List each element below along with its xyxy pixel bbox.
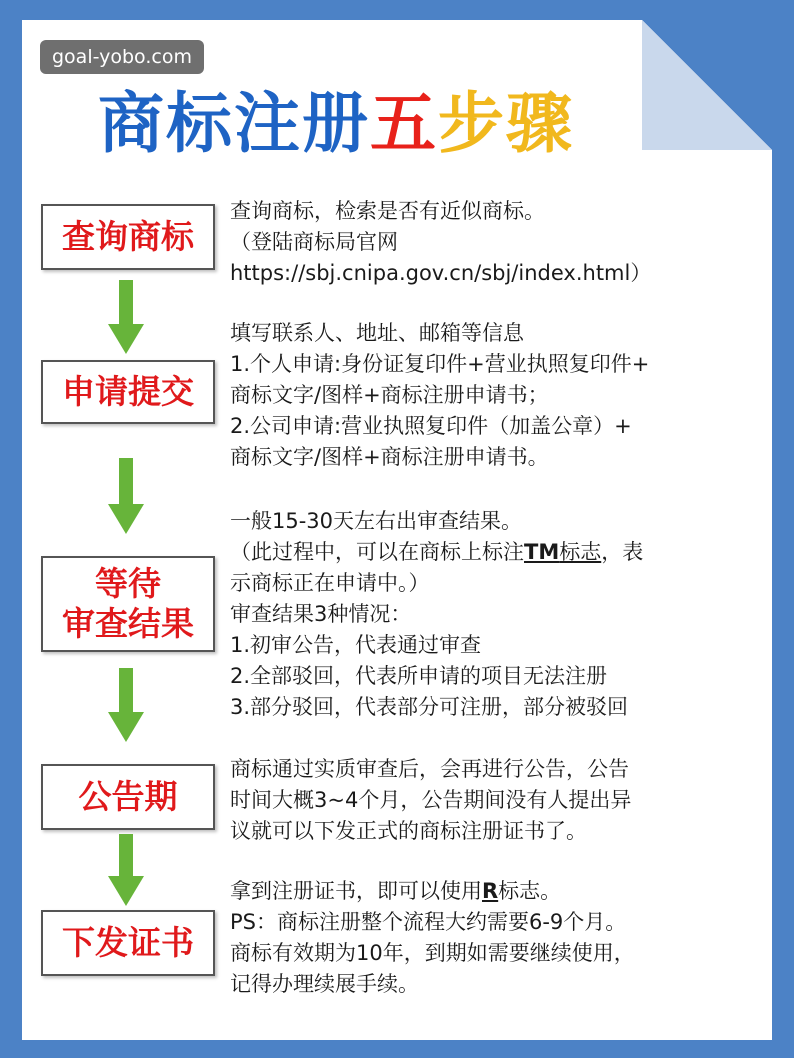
step-label-line1: 等待 — [95, 564, 161, 603]
text-line: 时间大概3~4个月，公告期间没有人提出异 — [230, 788, 632, 812]
step-box-submit — [41, 360, 215, 424]
step-text-certificate — [230, 876, 760, 1000]
text-line: 3.部分驳回，代表部分可注册，部分被驳回 — [230, 695, 629, 719]
folded-corner — [642, 20, 772, 150]
step-box-certificate — [41, 910, 215, 976]
page-title — [98, 70, 574, 165]
title-part-red: 五 — [370, 85, 438, 162]
step-box-query — [41, 204, 215, 270]
text-segment: （此过程中，可以在商标上标注 — [230, 540, 524, 564]
r-after: 标志。 — [498, 879, 562, 903]
text-line: 商标有效期为10年，到期如需要继续使用， — [230, 941, 635, 965]
tm-mark: TM — [524, 540, 560, 564]
text-line: 2.全部驳回，代表所申请的项目无法注册 — [230, 664, 608, 688]
text-line: 审查结果3种情况： — [230, 602, 412, 626]
text-line: 记得办理续展手续。 — [230, 972, 419, 996]
text-line: PS：商标注册整个流程大约需要6-9个月。 — [230, 910, 627, 934]
step-label: 下发证书 — [62, 923, 194, 962]
text-line: https://sbj.cnipa.gov.cn/sbj/index.html） — [230, 261, 652, 285]
text-line: 1.初审公告，代表通过审查 — [230, 633, 482, 657]
text-line: 2.公司申请:营业执照复印件（加盖公章）+ — [230, 414, 632, 438]
text-line: 一般15-30天左右出审查结果。 — [230, 509, 523, 533]
tm-tail: ，表 — [601, 540, 644, 564]
text-line: 商标通过实质审查后，会再进行公告，公告 — [230, 757, 629, 781]
step-label: 申请提交 — [62, 372, 194, 411]
text-line: 1.个人申请:身份证复印件+营业执照复印件+ — [230, 352, 650, 376]
text-line: 商标文字/图样+商标注册申请书。 — [230, 445, 549, 469]
step-box-review — [41, 556, 215, 652]
step-text-query — [230, 196, 760, 289]
down-arrow-icon — [108, 458, 144, 534]
step-box-announcement — [41, 764, 215, 830]
step-text-announcement — [230, 754, 760, 847]
text-line — [230, 537, 760, 568]
title-part-blue: 商标注册 — [98, 85, 370, 162]
watermark: goal-yobo.com — [40, 40, 204, 74]
down-arrow-icon — [108, 834, 144, 906]
title-part-yellow: 步骤 — [438, 85, 574, 162]
text-line: 示商标正在申请中。） — [230, 571, 430, 595]
step-label-line2: 审查结果 — [62, 604, 194, 643]
text-line — [230, 876, 760, 907]
text-line: 商标文字/图样+商标注册申请书； — [230, 383, 549, 407]
step-label: 公告期 — [78, 777, 178, 816]
step-text-submit — [230, 318, 760, 473]
down-arrow-icon — [108, 280, 144, 354]
text-line: 查询商标，检索是否有近似商标。 — [230, 199, 545, 223]
step-text-review — [230, 506, 760, 723]
text-line: （登陆商标局官网 — [230, 230, 398, 254]
text-segment: 拿到注册证书，即可以使用 — [230, 879, 482, 903]
text-line: 填写联系人、地址、邮箱等信息 — [230, 321, 524, 345]
r-mark: R — [482, 879, 499, 903]
text-line: 议就可以下发正式的商标注册证书了。 — [230, 819, 587, 843]
step-label: 查询商标 — [62, 217, 194, 256]
down-arrow-icon — [108, 668, 144, 742]
tm-after: 标志 — [559, 540, 602, 564]
